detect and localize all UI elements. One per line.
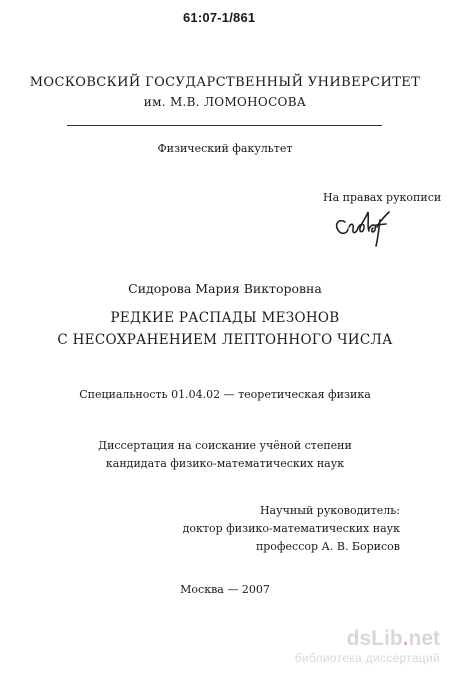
supervisor-degree: доктор физико-математических наук bbox=[182, 522, 400, 535]
watermark-brand-dot: . bbox=[402, 627, 409, 650]
author-name: Сидорова Мария Викторовна bbox=[128, 281, 322, 296]
watermark-subtitle: библиотека диссертаций bbox=[294, 651, 440, 665]
specialty: Специальность 01.04.02 — теоретическая физика bbox=[79, 388, 371, 401]
degree-line-2: кандидата физико-математических наук bbox=[105, 457, 345, 470]
catalog-number: 61:07-1/861 bbox=[183, 10, 256, 25]
handwritten-signature bbox=[333, 208, 393, 252]
city-year: Москва — 2007 bbox=[180, 583, 270, 596]
header-divider bbox=[67, 125, 382, 126]
university-named-after: им. М.В. ЛОМОНОСОВА bbox=[143, 95, 307, 109]
supervisor-heading: Научный руководитель: bbox=[259, 504, 400, 517]
thesis-title-line-2: С НЕСОХРАНЕНИЕМ ЛЕПТОННОГО ЧИСЛА bbox=[57, 332, 393, 348]
thesis-title-line-1: РЕДКИЕ РАСПАДЫ МЕЗОНОВ bbox=[110, 310, 340, 326]
degree-line-1: Диссертация на соискание учёной степени bbox=[98, 439, 352, 452]
watermark-brand-right: net bbox=[408, 627, 440, 650]
manuscript-note: На правах рукописи bbox=[323, 191, 442, 204]
dslib-watermark bbox=[295, 628, 440, 666]
faculty: Физический факультет bbox=[157, 142, 293, 155]
university-name: МОСКОВСКИЙ ГОСУДАРСТВЕННЫЙ УНИВЕРСИТЕТ bbox=[29, 75, 421, 90]
supervisor-name: профессор А. В. Борисов bbox=[255, 540, 400, 553]
watermark-brand bbox=[295, 628, 440, 650]
watermark-brand-left: dsLib bbox=[346, 627, 403, 650]
